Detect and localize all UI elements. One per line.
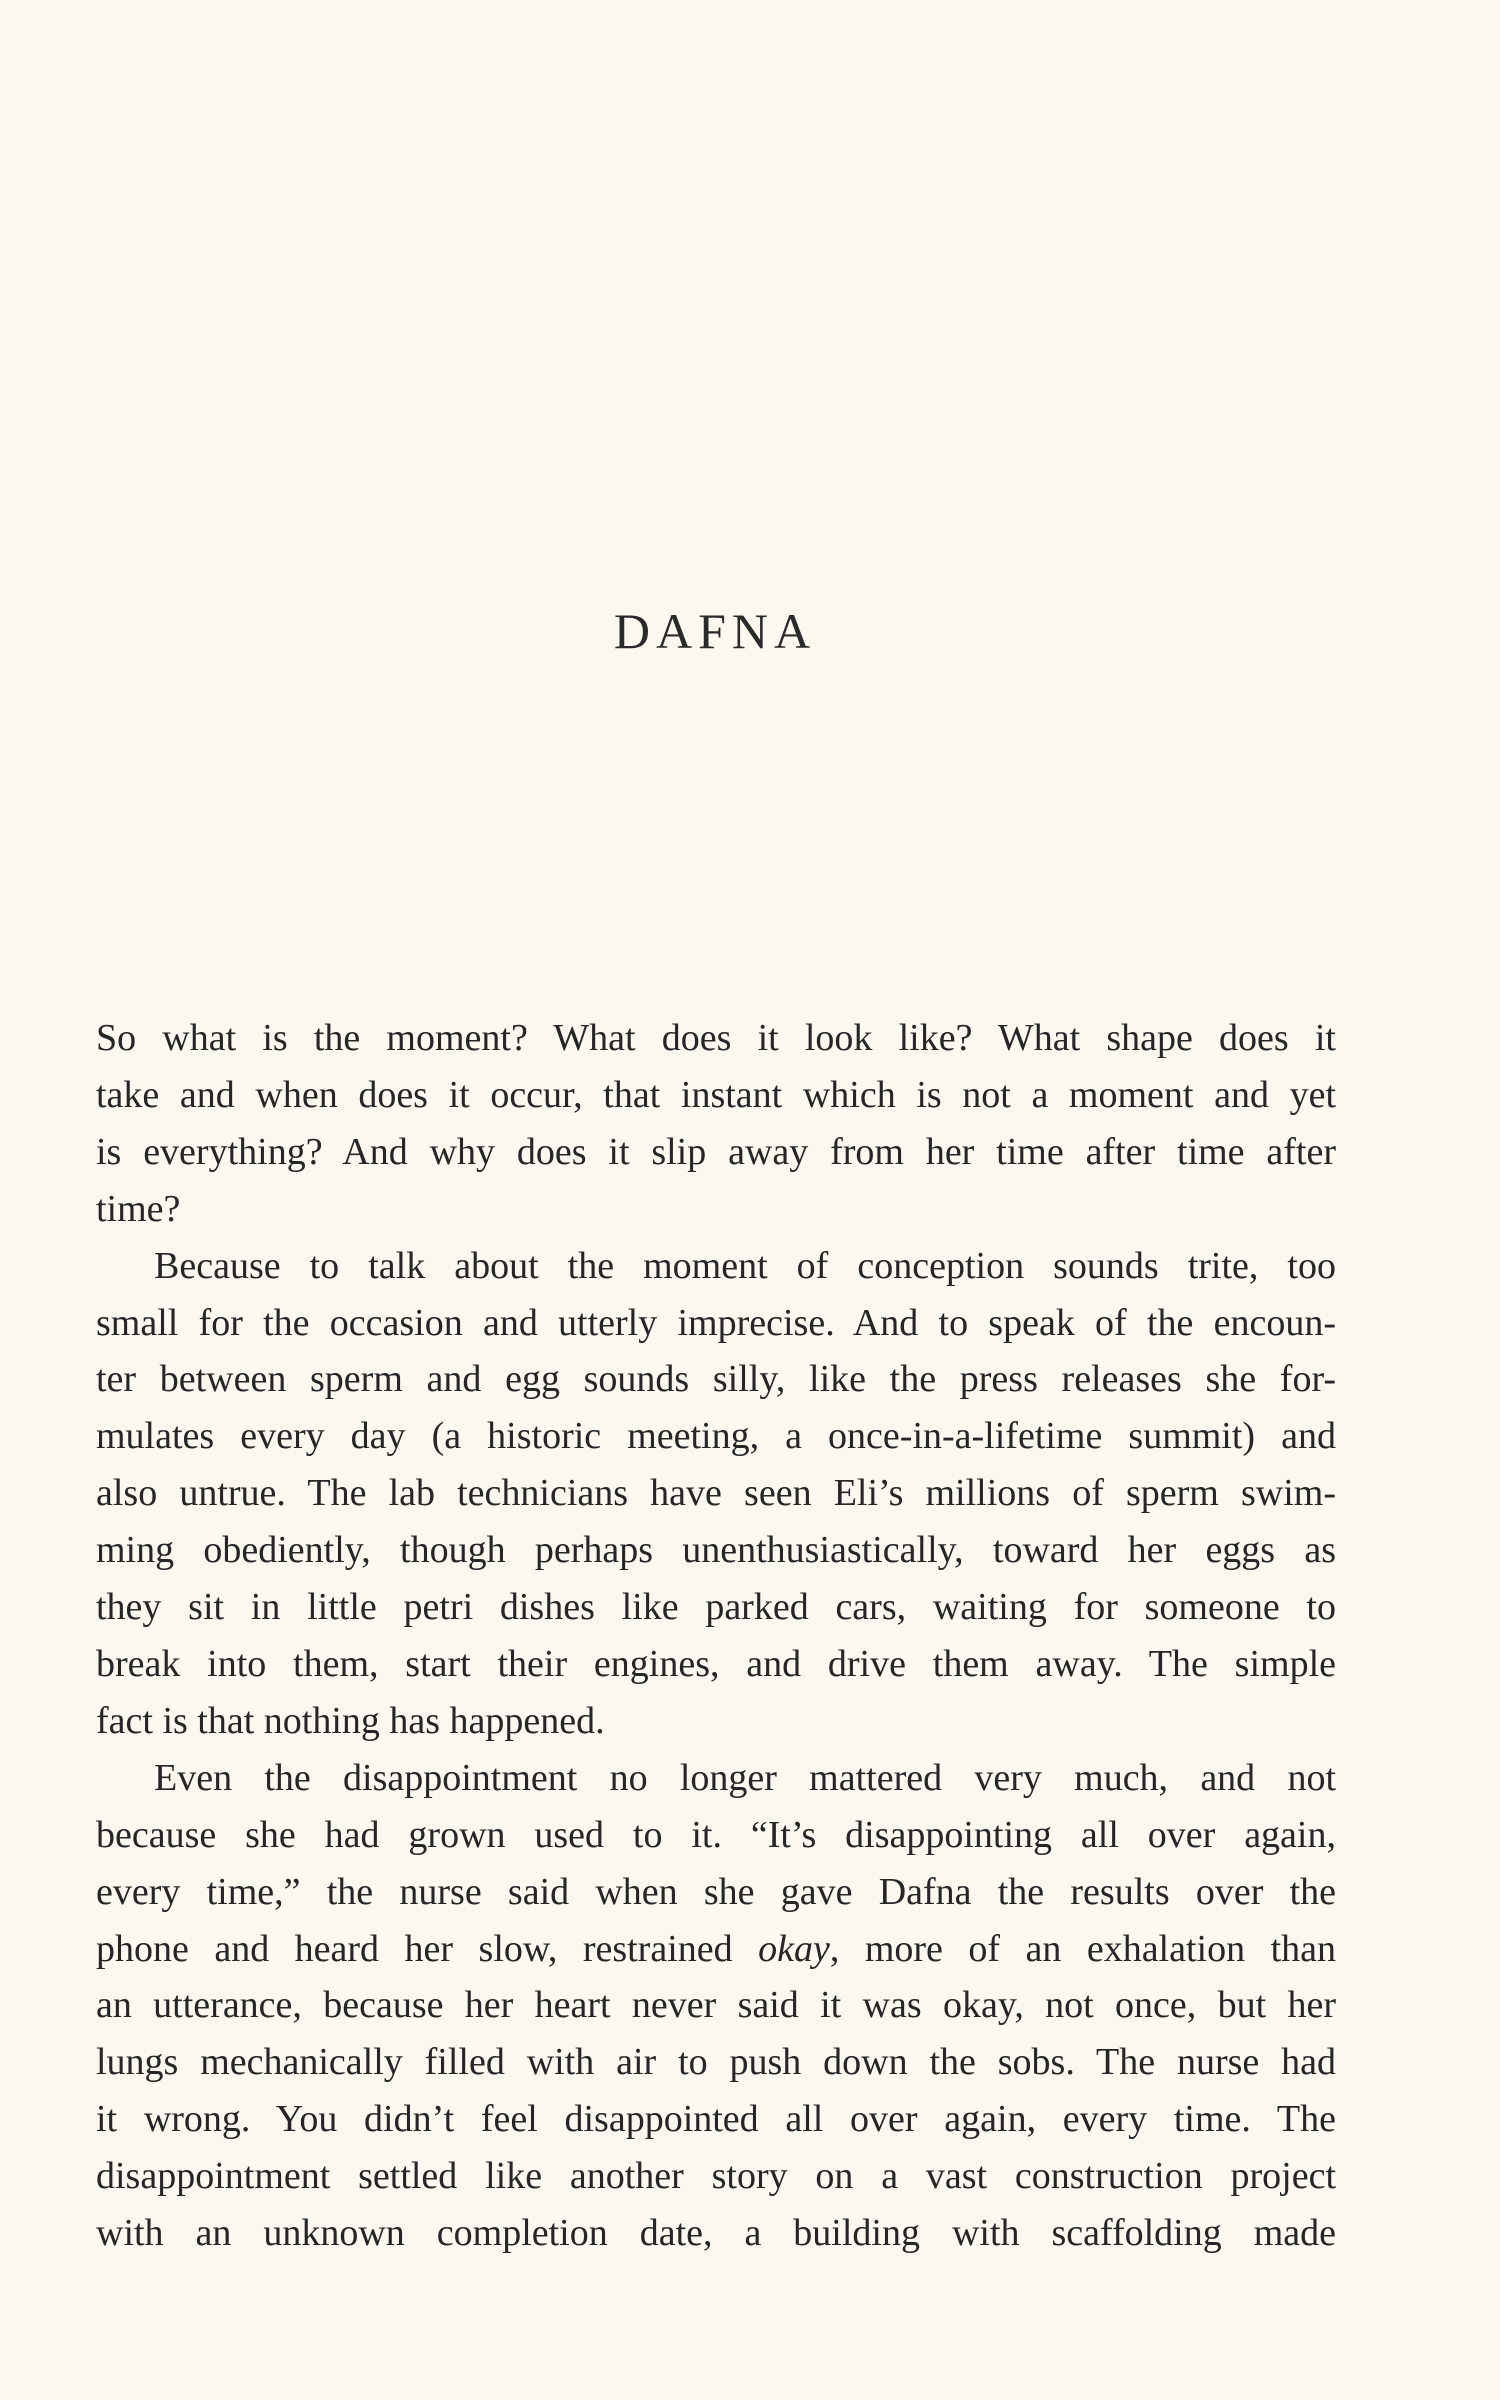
text-line: ter between sperm and egg sounds silly, like the press releases she for-: [96, 1358, 1336, 1401]
text-line: disappointment settled like another story on a vast construction project: [96, 2155, 1336, 2198]
emphasis-okay: okay: [758, 1927, 830, 1970]
text-line: take and when does it occur, that instant which is not a moment and yet: [96, 1073, 1336, 1116]
text-line: time?: [96, 1187, 181, 1230]
text-line: Even the disappointment no longer mattered very much, and not: [154, 1756, 1336, 1799]
text-line: lungs mechanically filled with air to push down the sobs. The nurse had: [96, 2041, 1336, 2084]
text-line: with an unknown completion date, a building with scaffolding made: [96, 2212, 1336, 2255]
text-line: it wrong. You didn’t feel disappointed all over again, every time. The: [96, 2098, 1336, 2141]
text-line: break into them, start their engines, and drive them away. The simple: [96, 1642, 1336, 1685]
paragraph-1: [96, 1010, 1336, 1238]
text-line: phone and heard her slow, restrained okay, more of an exhalation than: [96, 1927, 1336, 1970]
text-line: they sit in little petri dishes like parked cars, waiting for someone to: [96, 1586, 1336, 1629]
text-line: every time,” the nurse said when she gave Dafna the results over the: [96, 1870, 1336, 1913]
text-line: an utterance, because her heart never said it was okay, not once, but her: [96, 1984, 1336, 2027]
text-line: also untrue. The lab technicians have seen Eli’s millions of sperm swim-: [96, 1472, 1336, 1515]
text-line: because she had grown used to it. “It’s disappointing all over again,: [96, 1813, 1336, 1856]
body-text: [96, 1010, 1336, 2262]
paragraph-2: [96, 1238, 1336, 1750]
text-line: fact is that nothing has happened.: [96, 1699, 605, 1742]
text-line: mulates every day (a historic meeting, a once-in-a-lifetime summit) and: [96, 1415, 1336, 1458]
text-line: is everything? And why does it slip away from her time after time after: [96, 1130, 1336, 1173]
text-line: small for the occasion and utterly imprecise. And to speak of the encoun-: [96, 1301, 1336, 1344]
text-line: Because to talk about the moment of conception sounds trite, too: [154, 1244, 1336, 1287]
text-line: So what is the moment? What does it look like? What shape does it: [96, 1017, 1336, 1059]
chapter-title: DAFNA: [613, 603, 817, 659]
text-line: ming obediently, though perhaps unenthusiastically, toward her eggs as: [96, 1529, 1336, 1572]
paragraph-3: [96, 1750, 1336, 2262]
